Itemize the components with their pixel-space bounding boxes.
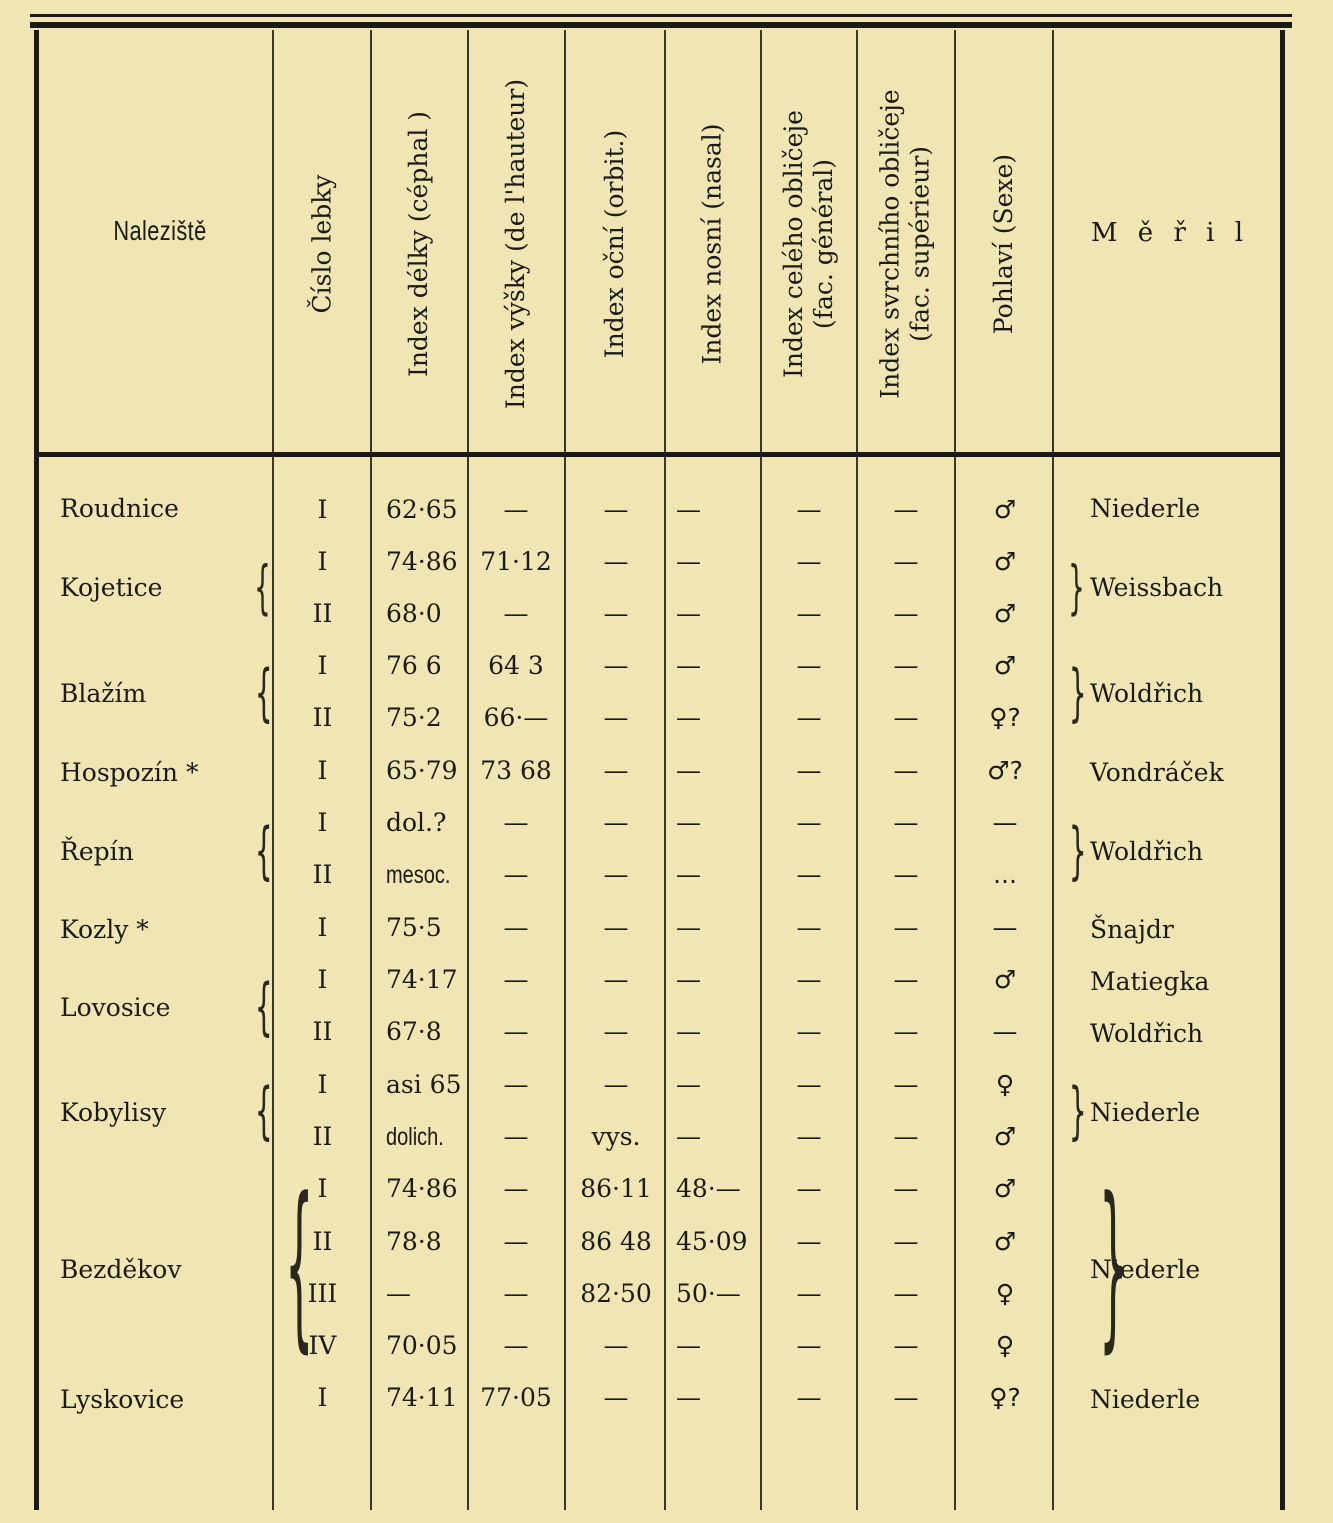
cell-orbit: —	[603, 1383, 629, 1412]
cell-orbit: —	[603, 913, 629, 942]
cell-sex: ♂	[993, 599, 1017, 628]
cell-num: I	[317, 1174, 328, 1203]
cell-fac-sup: —	[893, 495, 919, 524]
cell-num: IV	[308, 1331, 337, 1360]
site-lyskovice: Lyskovice	[60, 1385, 185, 1414]
top-rule-thin	[30, 14, 1292, 17]
top-rule-thick	[30, 22, 1292, 28]
cell-nasal: —	[676, 860, 701, 889]
cell-height: 77·05	[480, 1383, 552, 1412]
site-hospozin: Hospozín *	[60, 758, 199, 787]
site-roudnice: Roudnice	[60, 494, 179, 523]
cell-cephal: 74·86	[386, 1174, 458, 1203]
cell-fac-gen: —	[796, 1174, 822, 1203]
header-nasal: Index nosní (nasal)	[698, 123, 727, 365]
cell-cephal: 74·11	[386, 1383, 458, 1412]
cell-cephal: 62·65	[386, 495, 458, 524]
header-orbit: Index oční (orbit.)	[600, 129, 630, 359]
cell-cephal: 74·17	[386, 965, 458, 994]
header-face-upper-line1: Index svrchního obličeje	[876, 89, 906, 399]
cell-nasal: —	[676, 1070, 701, 1099]
cell-fac-sup: —	[893, 547, 919, 576]
brace-measurer-repin: }	[1068, 814, 1087, 887]
cell-cephal: dol.?	[386, 808, 447, 837]
cell-nasal: —	[676, 495, 701, 524]
measurer-kozly: Šnajdr	[1090, 915, 1174, 944]
cell-fac-sup: —	[893, 913, 919, 942]
cell-cephal: 67·8	[386, 1017, 442, 1046]
cell-sex: ♀	[995, 1331, 1015, 1360]
cell-orbit: —	[603, 1331, 629, 1360]
site-bezdekov: Bezděkov	[60, 1255, 182, 1284]
cell-orbit: —	[603, 808, 629, 837]
cell-fac-gen: —	[796, 651, 822, 680]
cell-sex: ♂	[993, 547, 1017, 576]
cell-cephal-text: mesoc.	[386, 861, 451, 889]
cell-fac-sup: —	[893, 599, 919, 628]
cell-height: —	[503, 1174, 529, 1203]
cell-fac-sup: —	[893, 1017, 919, 1046]
header-height: Index výšky (de l'hauteur)	[501, 78, 531, 410]
cell-sex: ♂	[993, 495, 1017, 524]
cell-orbit: —	[603, 860, 629, 889]
measurer-kobylisy: Niederle	[1090, 1098, 1201, 1127]
brace-blazim: {	[254, 656, 273, 729]
header-face-general-line1: Index celého obličeje	[779, 110, 808, 378]
brace-measurer-bezdekov: }	[1098, 1160, 1128, 1369]
cell-num: I	[317, 965, 328, 994]
cell-height: —	[503, 860, 529, 889]
header-measurer: M ě ř i l	[1090, 218, 1250, 248]
cell-height: —	[503, 1070, 529, 1099]
cell-orbit: —	[603, 703, 629, 732]
cell-sex: ♀?	[989, 703, 1021, 732]
cell-fac-sup: —	[893, 1070, 919, 1099]
measurer-hospozin: Vondráček	[1090, 758, 1224, 787]
brace-kobylisy: {	[254, 1074, 273, 1147]
cell-fac-gen: —	[796, 808, 822, 837]
cell-nasal: —	[676, 599, 701, 628]
cell-nasal: —	[676, 1017, 701, 1046]
cell-nasal: 48·—	[676, 1174, 741, 1203]
header-face-upper	[876, 89, 936, 398]
cell-nasal: —	[676, 703, 701, 732]
cell-height: 64 3	[488, 651, 544, 680]
cell-cephal: 78·8	[386, 1227, 442, 1256]
cell-orbit: vys.	[591, 1122, 641, 1151]
cell-orbit: —	[603, 965, 629, 994]
brace-measurer-kobylisy: }	[1068, 1074, 1087, 1147]
cell-sex: ♂	[993, 1227, 1017, 1256]
brace-measurer-kojetice: }	[1068, 553, 1085, 621]
cell-height: —	[503, 495, 529, 524]
cell-sex: ♀	[995, 1279, 1015, 1308]
cell-sex: ♀?	[989, 1383, 1021, 1412]
header-skull-no-cell	[274, 38, 370, 450]
cell-nasal: —	[676, 756, 701, 785]
cell-num: III	[307, 1279, 338, 1308]
cell-sex: ...	[993, 860, 1017, 889]
cell-fac-gen: —	[796, 860, 822, 889]
cell-num: II	[312, 599, 333, 628]
cell-cephal: 75·2	[386, 703, 442, 732]
cell-cephal: —	[386, 1279, 411, 1308]
header-nasal-cell	[666, 38, 760, 450]
measurer-kojetice: Weissbach	[1090, 573, 1224, 602]
site-blazim: Blažím	[60, 679, 147, 708]
cell-sex: —	[992, 1017, 1018, 1046]
cell-orbit: —	[603, 547, 629, 576]
cell-orbit: 86·11	[580, 1174, 652, 1203]
header-skull-no: Číslo lebky	[307, 174, 337, 314]
header-sex: Pohlaví (Sexe)	[989, 153, 1018, 335]
cell-height: 73 68	[480, 756, 552, 785]
cell-cephal: 70·05	[386, 1331, 458, 1360]
cell-fac-gen: —	[796, 1227, 822, 1256]
measurer-bezdekov: Niederle	[1090, 1255, 1201, 1284]
header-cephal: Index délky (céphal )	[404, 110, 434, 378]
cell-nasal: 45·09	[676, 1227, 748, 1256]
cell-sex: ♂	[993, 1174, 1017, 1203]
cell-num: II	[312, 703, 333, 732]
cell-num: II	[312, 860, 333, 889]
cell-sex: —	[992, 913, 1018, 942]
cell-nasal: —	[676, 808, 701, 837]
cell-num: I	[317, 651, 328, 680]
cell-cephal: 76 6	[386, 651, 442, 680]
cell-fac-sup: —	[893, 1383, 919, 1412]
header-face-upper-line2: (fac. supérieur)	[906, 145, 936, 343]
cell-cephal	[378, 849, 478, 901]
cell-orbit: —	[603, 651, 629, 680]
cell-cephal	[378, 1111, 478, 1163]
cell-height: 66·—	[483, 703, 549, 732]
cell-nasal: 50·—	[676, 1279, 741, 1308]
cell-fac-sup: —	[893, 1331, 919, 1360]
header-cephal-cell	[372, 38, 467, 450]
cell-height: —	[503, 1227, 529, 1256]
cell-height: —	[503, 1279, 529, 1308]
cell-fac-gen: —	[796, 1122, 822, 1151]
header-orbit-cell	[566, 38, 664, 450]
cell-orbit: —	[603, 1017, 629, 1046]
cell-fac-gen: —	[796, 1017, 822, 1046]
cell-num: I	[317, 1383, 328, 1412]
site-kobylisy: Kobylisy	[60, 1098, 167, 1127]
cell-cephal: 75·5	[386, 913, 442, 942]
cell-sex: ♂	[993, 965, 1017, 994]
cell-fac-gen: —	[796, 1070, 822, 1099]
cell-fac-gen: —	[796, 495, 822, 524]
cell-nasal: —	[676, 547, 701, 576]
cell-nasal: —	[676, 965, 701, 994]
cell-num: I	[317, 1070, 328, 1099]
cell-num: I	[317, 495, 328, 524]
cell-nasal: —	[676, 651, 701, 680]
header-separator	[36, 452, 1282, 457]
cell-height: —	[503, 808, 529, 837]
cell-fac-sup: —	[893, 703, 919, 732]
brace-repin: {	[254, 814, 273, 887]
cell-num: I	[317, 756, 328, 785]
cell-cephal: 74·86	[386, 547, 458, 576]
cell-fac-sup: —	[893, 965, 919, 994]
table-row	[0, 1163, 1333, 1215]
cell-cephal: 68·0	[386, 599, 442, 628]
site-kojetice: Kojetice	[60, 573, 163, 602]
site-kozly: Kozly *	[60, 915, 149, 944]
cell-nasal: —	[676, 913, 701, 942]
measurer-repin: Woldřich	[1090, 837, 1204, 866]
cell-fac-gen: —	[796, 703, 822, 732]
cell-height: —	[503, 913, 529, 942]
header-height-cell	[469, 38, 564, 450]
cell-fac-gen: —	[796, 599, 822, 628]
cell-orbit: —	[603, 599, 629, 628]
cell-fac-sup: —	[893, 1122, 919, 1151]
cell-cephal: 65·79	[386, 756, 458, 785]
cell-fac-gen: —	[796, 756, 822, 785]
cell-fac-gen: —	[796, 1279, 822, 1308]
cell-height: 71·12	[480, 547, 552, 576]
cell-fac-sup: —	[893, 756, 919, 785]
cell-orbit: —	[603, 1070, 629, 1099]
cell-orbit: 86 48	[580, 1227, 652, 1256]
cell-height: —	[503, 599, 529, 628]
cell-sex: ♀	[995, 1070, 1015, 1099]
header-sex-cell	[956, 38, 1052, 450]
brace-kojetice: {	[254, 553, 271, 621]
cell-fac-gen: —	[796, 1383, 822, 1412]
measurer-blazim: Woldřich	[1090, 679, 1204, 708]
measurer-roudnice: Niederle	[1090, 494, 1201, 523]
cell-num: II	[312, 1122, 333, 1151]
cell-fac-sup: —	[893, 1227, 919, 1256]
cell-height: —	[503, 1331, 529, 1360]
site-repin: Řepín	[60, 837, 134, 866]
cell-nasal: —	[676, 1331, 701, 1360]
cell-cephal: asi 65	[386, 1070, 462, 1099]
cell-height: —	[503, 1017, 529, 1046]
cell-sex: —	[992, 808, 1018, 837]
site-lovosice: Lovosice	[60, 993, 171, 1022]
header-face-upper-cell	[858, 38, 954, 450]
cell-orbit: 82·50	[580, 1279, 652, 1308]
cell-nasal: —	[676, 1122, 701, 1151]
cell-fac-gen: —	[796, 913, 822, 942]
brace-bezdekov: {	[284, 1160, 314, 1369]
cell-fac-sup: —	[893, 860, 919, 889]
cell-height: —	[503, 1122, 529, 1151]
cell-num: II	[312, 1227, 333, 1256]
cell-sex: ♂	[993, 1122, 1017, 1151]
header-face-general	[779, 110, 839, 378]
cell-fac-gen: —	[796, 547, 822, 576]
header-site: Naleziště	[113, 215, 207, 246]
measurer-lyskovice: Niederle	[1090, 1385, 1201, 1414]
cell-sex: ♂?	[987, 756, 1023, 785]
header-face-general-line2: (fac. général)	[809, 158, 838, 330]
cell-num: II	[312, 1017, 333, 1046]
table-row	[0, 1320, 1333, 1372]
cell-sex: ♂	[993, 651, 1017, 680]
header-face-general-cell	[762, 38, 856, 450]
cell-orbit: —	[603, 495, 629, 524]
cell-fac-sup: —	[893, 1174, 919, 1203]
measurer-lovosice-2: Woldřich	[1090, 1019, 1204, 1048]
cell-fac-sup: —	[893, 651, 919, 680]
cell-fac-gen: —	[796, 965, 822, 994]
brace-measurer-blazim: }	[1068, 656, 1087, 729]
cell-fac-sup: —	[893, 1279, 919, 1308]
cell-fac-gen: —	[796, 1331, 822, 1360]
cell-orbit: —	[603, 756, 629, 785]
cell-num: I	[317, 808, 328, 837]
cell-nasal: —	[676, 1383, 701, 1412]
measurer-lovosice-1: Matiegka	[1090, 967, 1210, 996]
brace-lovosice: {	[254, 970, 273, 1043]
cell-height: —	[503, 965, 529, 994]
cell-fac-sup: —	[893, 808, 919, 837]
cell-num: I	[317, 547, 328, 576]
cell-num: I	[317, 913, 328, 942]
cell-cephal-text: dolich.	[386, 1123, 444, 1151]
